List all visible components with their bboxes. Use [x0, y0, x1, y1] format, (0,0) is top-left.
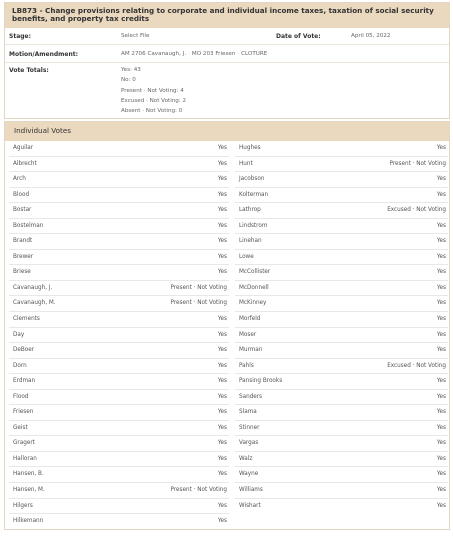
vote-row — [235, 359, 448, 375]
vote-value: Yes — [217, 269, 227, 276]
date-value: April 05, 2022 — [351, 33, 391, 39]
legislator-name: Wishart — [239, 502, 261, 509]
vote-row — [235, 405, 448, 421]
legislator-name: Day — [13, 331, 25, 338]
legislator-name: Aguilar — [13, 145, 34, 151]
legislator-name: Blood — [13, 191, 30, 198]
vote-row — [9, 188, 229, 204]
vote-row — [9, 359, 229, 375]
vote-row — [9, 328, 229, 344]
individual-votes-card — [4, 121, 450, 530]
legislator-name: Hughes — [239, 145, 261, 151]
vote-row — [235, 467, 448, 483]
legislator-name: Albrecht — [13, 160, 37, 167]
legislator-name: McKinney — [239, 300, 267, 307]
vote-row — [9, 250, 229, 266]
legislator-name: Brewer — [13, 253, 34, 260]
vote-value: Yes — [217, 455, 227, 462]
legislator-name: Briese — [13, 269, 31, 276]
vote-value: Yes — [217, 378, 227, 385]
vote-value: Yes — [436, 471, 446, 478]
legislator-name: Gragert — [13, 440, 35, 447]
vote-value: Yes — [436, 502, 446, 509]
vote-value: Yes — [436, 393, 446, 400]
vote-row — [9, 405, 229, 421]
vote-value: Excused · Not Voting — [387, 207, 446, 214]
legislator-name: McCollister — [239, 269, 271, 276]
vote-value: Yes — [436, 409, 446, 416]
vote-value: Yes — [436, 222, 446, 229]
vote-value: Yes — [436, 440, 446, 447]
vote-row — [235, 343, 448, 359]
totals-list — [121, 65, 186, 116]
vote-row — [235, 219, 448, 235]
vote-row — [9, 234, 229, 250]
legislator-name: Williams — [239, 487, 263, 494]
vote-value: Yes — [217, 316, 227, 323]
legislator-name: Kolterman — [239, 191, 269, 198]
legislator-name: Cavanaugh, M. — [13, 300, 56, 307]
motion-mo: MO 203 Friesen — [191, 51, 236, 57]
vote-value: Yes — [436, 378, 446, 385]
legislator-name: Hansen, M. — [13, 487, 45, 494]
vote-value: Yes — [217, 471, 227, 478]
vote-row — [9, 436, 229, 452]
totals-present: Present · Not Voting: 4 — [121, 87, 184, 94]
vote-row — [235, 296, 448, 312]
vote-value: Yes — [436, 284, 446, 291]
legislator-name: Hansen, B. — [13, 471, 44, 478]
legislator-name: Lathrop — [239, 207, 261, 214]
vote-row — [235, 452, 448, 468]
totals-label: Vote Totals: — [9, 67, 49, 74]
totals-absent: Absent · Not Voting: 0 — [121, 108, 183, 115]
vote-value: Yes — [436, 269, 446, 276]
motion-amendment: AM 2706 Cavanaugh, J. — [121, 51, 187, 57]
motion-type: CLOTURE — [241, 51, 268, 57]
vote-row — [235, 312, 448, 328]
vote-row — [235, 436, 448, 452]
vote-value: Yes — [217, 238, 227, 245]
vote-row — [235, 281, 448, 297]
vote-row — [9, 421, 229, 437]
vote-row — [9, 467, 229, 483]
vote-value: Yes — [217, 393, 227, 400]
vote-row — [9, 343, 229, 359]
legislator-name: Lowe — [239, 253, 254, 260]
vote-row — [9, 265, 229, 281]
vote-value: Yes — [436, 253, 446, 260]
stage-label: Stage: — [9, 33, 32, 40]
vote-value: Yes — [217, 424, 227, 431]
totals-no: No: 0 — [121, 77, 136, 84]
vote-row — [9, 203, 229, 219]
legislator-name: Dorn — [13, 362, 27, 369]
stage-row — [5, 28, 449, 45]
legislator-name: Friesen — [13, 409, 34, 416]
vote-row — [235, 234, 448, 250]
legislator-name: Bostelman — [13, 222, 44, 229]
vote-value: Yes — [217, 207, 227, 214]
vote-row — [235, 188, 448, 204]
legislator-name: Erdman — [13, 378, 36, 385]
vote-value: Yes — [217, 176, 227, 183]
motion-label: Motion/Amendment: — [9, 51, 78, 58]
legislator-name: Hilkemann — [13, 518, 44, 525]
legislator-name: Murman — [239, 347, 263, 354]
legislator-name: Cavanaugh, J. — [13, 284, 53, 291]
legislator-name: DeBoer — [13, 347, 35, 354]
legislator-name: Pansing Brooks — [239, 378, 283, 385]
legislator-name: Geist — [13, 424, 28, 431]
vote-value: Yes — [436, 300, 446, 307]
legislator-name: Clements — [13, 316, 40, 323]
vote-value: Yes — [217, 222, 227, 229]
vote-row — [9, 374, 229, 390]
bill-title: LB873 - Change provisions relating to corporate and individual income taxes, taxation of social security benefits, and property tax credits — [5, 3, 449, 28]
motion-row — [5, 45, 449, 63]
vote-row — [9, 141, 229, 157]
legislator-name: Walz — [239, 455, 253, 462]
legislator-name: Pahls — [239, 362, 254, 369]
vote-value: Yes — [436, 176, 446, 183]
legislator-name: Slama — [239, 409, 257, 416]
totals-excused: Excused · Not Voting: 2 — [121, 97, 187, 104]
date-label: Date of Vote: — [276, 33, 321, 40]
vote-value: Yes — [436, 145, 446, 151]
vote-value: Yes — [217, 518, 227, 525]
vote-value: Yes — [217, 253, 227, 260]
vote-row — [9, 514, 229, 530]
vote-row — [9, 157, 229, 173]
legislator-name: Halloran — [13, 455, 37, 462]
motion-value: AM 2706 Cavanaugh, J. · MO 203 Friesen · CLOTURE — [121, 51, 268, 57]
vote-row — [235, 265, 448, 281]
vote-value: Yes — [217, 160, 227, 167]
vote-row — [9, 172, 229, 188]
legislator-name: Hilgers — [13, 502, 33, 509]
legislator-name: Bostar — [13, 207, 32, 214]
vote-value: Yes — [436, 331, 446, 338]
vote-row — [9, 499, 229, 515]
stage-value: Select File — [121, 33, 150, 39]
vote-value: Yes — [436, 487, 446, 494]
vote-row — [9, 483, 229, 499]
vote-value: Yes — [217, 362, 227, 369]
totals-yes: Yes: 43 — [121, 67, 141, 73]
legislator-name: Vargas — [239, 440, 259, 447]
legislator-name: Sanders — [239, 393, 263, 400]
legislator-name: Morfeld — [239, 316, 261, 323]
vote-row — [235, 141, 448, 157]
vote-value: Yes — [217, 409, 227, 416]
vote-row — [235, 328, 448, 344]
legislator-name: McDonnell — [239, 284, 269, 291]
vote-row — [9, 219, 229, 235]
votes-column-right — [235, 141, 448, 514]
legislator-name: Jacobson — [239, 176, 265, 183]
vote-value: Yes — [217, 331, 227, 338]
vote-row — [235, 250, 448, 266]
legislator-name: Moser — [239, 331, 257, 338]
vote-row — [235, 390, 448, 406]
legislator-name: Stinner — [239, 424, 260, 431]
legislator-name: Lindstrom — [239, 222, 268, 229]
votes-column-left — [9, 141, 229, 530]
vote-value: Yes — [217, 191, 227, 198]
vote-row — [235, 203, 448, 219]
vote-value: Present · Not Voting — [170, 284, 227, 291]
vote-value: Present · Not Voting — [170, 300, 227, 307]
vote-row — [235, 172, 448, 188]
legislator-name: Arch — [13, 176, 26, 183]
vote-value: Yes — [436, 238, 446, 245]
vote-value: Yes — [217, 347, 227, 354]
legislator-name: Wayne — [239, 471, 259, 478]
vote-value: Yes — [217, 440, 227, 447]
vote-value: Yes — [436, 424, 446, 431]
totals-row — [5, 63, 449, 119]
vote-row — [9, 390, 229, 406]
legislator-name: Brandt — [13, 238, 33, 245]
vote-value: Yes — [436, 316, 446, 323]
vote-row — [9, 312, 229, 328]
vote-row — [235, 157, 448, 173]
vote-value: Present · Not Voting — [170, 487, 227, 494]
vote-value: Yes — [436, 347, 446, 354]
legislator-name: Hunt — [239, 160, 253, 167]
vote-value: Present · Not Voting — [389, 160, 446, 167]
individual-votes-header: Individual Votes — [5, 122, 449, 141]
legislator-name: Flood — [13, 393, 29, 400]
vote-row — [9, 281, 229, 297]
vote-row — [235, 499, 448, 515]
vote-row — [235, 374, 448, 390]
vote-row — [9, 452, 229, 468]
vote-row — [9, 296, 229, 312]
vote-summary-card — [4, 2, 450, 119]
vote-value: Excused · Not Voting — [387, 362, 446, 369]
vote-value: Yes — [217, 502, 227, 509]
vote-row — [235, 483, 448, 499]
legislator-name: Linehan — [239, 238, 262, 245]
vote-value: Yes — [217, 145, 227, 151]
vote-row — [235, 421, 448, 437]
vote-value: Yes — [436, 191, 446, 198]
vote-value: Yes — [436, 455, 446, 462]
